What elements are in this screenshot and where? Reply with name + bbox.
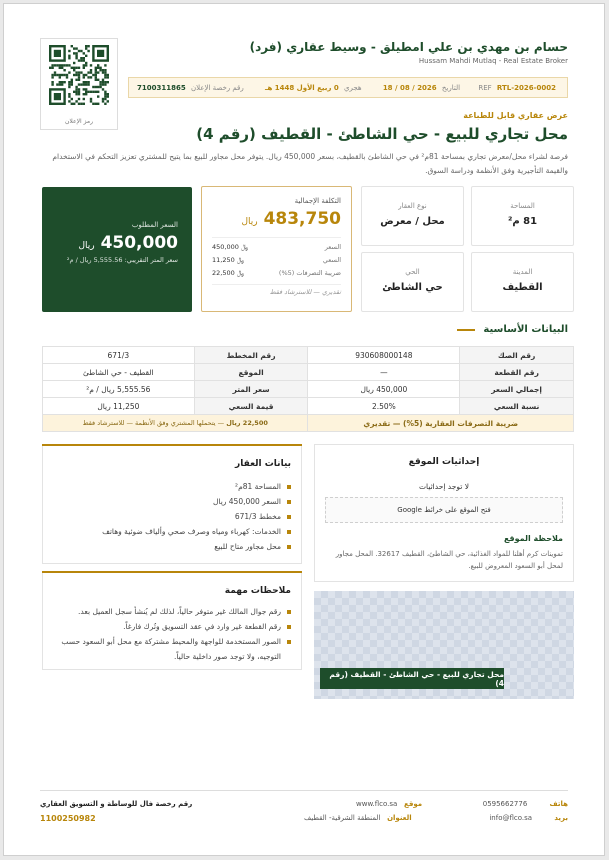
list-item: رقم القطعة غير وارد في عقد التسويق وتُرك فارغاً. xyxy=(53,619,291,634)
table-value: 11,250 ريال xyxy=(43,398,195,415)
basic-data-table xyxy=(42,346,574,432)
footer-phone xyxy=(483,800,568,808)
list-item: الصور المستخدمة للواجهة والمحيط مشتركة مع محل أبو السعود حسب التوجيه، ولا توجد صور داخلية حالياً. xyxy=(53,634,291,664)
location-panel xyxy=(314,444,574,582)
footer-address xyxy=(304,814,412,822)
hijri-value: 0 ربيع الأول 1448 هـ xyxy=(265,83,339,92)
cost-row-label: ضريبة التصرفات (5%) xyxy=(278,269,341,277)
table-value: 5,555.56 ريال / م² xyxy=(43,381,195,398)
open-google-maps-button[interactable]: فتح الموقع على خرائط Google xyxy=(325,497,563,523)
cost-row-value: 450,000 ﷼ xyxy=(212,243,249,251)
notes-panel xyxy=(42,571,302,670)
table-value: القطيف - حي الشاطئ xyxy=(43,364,195,381)
spec-type xyxy=(361,186,464,246)
eyebrow: عرض عقاري قابل للطباعة xyxy=(463,111,568,120)
spec-label: نوع العقار xyxy=(398,202,427,210)
table-key: رقم الصك xyxy=(460,347,574,364)
spec-value: 81 م² xyxy=(507,216,538,227)
table-value: 450,000 ريال xyxy=(308,381,460,398)
license-label: رقم رخصة الإعلان xyxy=(190,83,244,92)
tax-note: — يتحملها المشتري وفق الأنظمة — للاسترشاد فقط xyxy=(82,419,225,427)
table-key: رقم المخطط xyxy=(194,347,308,364)
footer-email xyxy=(489,814,568,822)
basic-data-title: البيانات الأساسية xyxy=(483,324,568,335)
table-key: قيمة السعي xyxy=(194,398,308,415)
fal-license-label: رقم رخصة فال للوساطة و التسويق العقاري xyxy=(40,800,193,808)
list-item: السعر 450,000 ريال xyxy=(53,494,291,509)
meta-bar xyxy=(128,77,568,98)
notes-heading: ملاحظات مهمة xyxy=(224,586,291,596)
ref-value: RTL-2026-0002 xyxy=(496,83,556,92)
site-link[interactable]: www.flco.sa xyxy=(356,800,398,808)
spec-area xyxy=(471,186,574,246)
property-heading: بيانات العقار xyxy=(235,459,291,469)
asking-price-value xyxy=(42,233,178,253)
table-value: 930608000148 xyxy=(308,347,460,364)
cost-row-value: 11,250 ﷼ xyxy=(212,256,245,264)
table-row xyxy=(43,381,574,398)
ref-label: REF xyxy=(478,83,492,92)
location-note-heading: ملاحظة الموقع xyxy=(503,534,563,543)
address-label: العنوان xyxy=(387,814,412,822)
cost-row-value: 22,500 ﷼ xyxy=(212,269,245,277)
asking-price-number: 450,000 xyxy=(100,233,178,253)
total-cost-currency: ريال xyxy=(241,217,258,227)
basic-data-heading xyxy=(457,324,568,335)
no-coordinates-text: لا توجد إحداثيات xyxy=(418,482,470,491)
location-note-text: تموينات كرم أهلنا للمواد الغذائية، حي الشاطئ، القطيف 32617. المحل مجاور لمحل أبو السعود المعروض للبيع. xyxy=(335,550,563,570)
tax-label: ضريبة التصرفات العقارية (5%) — تقديري xyxy=(308,415,574,432)
spec-label: المدينة xyxy=(512,268,533,276)
site-label: موقع xyxy=(404,800,423,808)
image-caption: محل تجاري للبيع - حي الشاطئ - القطيف (رقم 4) xyxy=(320,668,504,689)
total-cost-number: 483,750 xyxy=(263,209,341,229)
hijri-group xyxy=(262,84,362,92)
list-item: مخطط 671/3 xyxy=(53,509,291,524)
license-group xyxy=(137,84,244,92)
location-heading: إحداثيات الموقع xyxy=(408,457,480,467)
table-row xyxy=(43,364,574,381)
footer-site xyxy=(356,800,422,808)
date-group xyxy=(380,84,460,92)
heading-accent xyxy=(457,329,475,331)
tax-value-cell xyxy=(43,415,308,432)
qr-code xyxy=(40,38,118,130)
spec-label: الحي xyxy=(405,268,420,276)
property-list xyxy=(53,479,291,554)
list-item: المساحة 81م² xyxy=(53,479,291,494)
table-key: نسبة السعي xyxy=(460,398,574,415)
phone-label: هاتف xyxy=(549,800,568,808)
date-value: 2026 / 08 / 18 xyxy=(382,83,437,92)
license-value: 7100311865 xyxy=(137,83,186,92)
total-cost-label: التكلفة الإجمالية xyxy=(294,197,341,205)
cost-row-label: السعر xyxy=(324,243,341,251)
asking-price-label: السعر المطلوب xyxy=(131,221,178,229)
table-row xyxy=(43,347,574,364)
spec-city xyxy=(471,252,574,312)
tax-value: 22,500 ريال xyxy=(226,419,268,427)
spec-district xyxy=(361,252,464,312)
table-value: 2.50% xyxy=(308,398,460,415)
list-item: الخدمات: كهرباء ومياه وصرف صحي وألياف ضوئية وهاتف xyxy=(53,524,291,539)
spec-value: القطيف xyxy=(502,282,543,293)
cost-row xyxy=(212,241,341,254)
cost-row xyxy=(212,254,341,267)
total-cost-value xyxy=(212,209,341,229)
table-value: 671/3 xyxy=(43,347,195,364)
notes-list xyxy=(53,604,291,664)
table-key: الموقع xyxy=(194,364,308,381)
qr-caption: رمز الإعلان xyxy=(65,118,93,125)
ref-group xyxy=(478,84,559,92)
list-item: محل مجاور متاح للبيع xyxy=(53,539,291,554)
email-label: بريد xyxy=(554,814,568,822)
page-title: محل تجاري للبيع - حي الشاطئ - القطيف (رقم 4) xyxy=(196,125,568,143)
estimate-note: تقديري — للاسترشاد فقط xyxy=(212,284,341,296)
phone-value[interactable]: 0595662776 xyxy=(482,800,528,808)
address-value: المنطقة الشرقية- القطيف xyxy=(304,814,381,822)
cost-row-label: السعي xyxy=(322,256,341,264)
cost-breakdown xyxy=(212,237,341,280)
tax-row xyxy=(43,415,574,432)
hijri-label: هجري xyxy=(343,83,362,92)
price-per-meter: سعر المتر التقريبي: 5,555.56 ريال / م² xyxy=(66,256,178,264)
document-page xyxy=(3,3,605,856)
panel-accent xyxy=(42,571,302,573)
email-link[interactable]: info@flco.sa xyxy=(489,814,533,822)
table-value: — xyxy=(308,364,460,381)
spec-label: المساحة xyxy=(510,202,535,210)
spec-value: محل / معرض xyxy=(380,216,445,227)
lead-paragraph: فرصة لشراء محل/معرض تجاري بمساحة 81م² في حي الشاطئ بالقطيف، بسعر 450,000 ريال. يتوفر محل مجاور للبيع بما يتيح للمشتري تعزيز التحكم في الاستخدام والقيمة التأجيرية وفق الأنظمة ودراسة السوق. xyxy=(52,152,568,175)
qr-code-icon xyxy=(49,45,109,105)
table-key: إجمالي السعر xyxy=(460,381,574,398)
date-label: التاريخ xyxy=(441,83,461,92)
fal-license-value: 1100250982 xyxy=(40,814,96,823)
list-item: رقم جوال المالك غير متوفر حالياً، لذلك لم يُنشأ سجل العميل بعد. xyxy=(53,604,291,619)
spec-value: حي الشاطئ xyxy=(382,282,443,293)
table-key: رقم القطعة xyxy=(460,364,574,381)
table-key: سعر المتر xyxy=(194,381,308,398)
asking-price-currency: ريال xyxy=(78,241,95,251)
broker-name-en: Hussam Mahdi Mutlaq - Real Estate Broker xyxy=(418,57,568,65)
property-panel xyxy=(42,444,302,564)
broker-name: حسام بن مهدي بن علي امطيلق - وسيط عقاري (فرد) xyxy=(249,40,568,54)
cost-row xyxy=(212,267,341,280)
table-row xyxy=(43,398,574,415)
total-cost-card xyxy=(201,186,352,312)
footer-divider xyxy=(40,790,568,791)
asking-price-card xyxy=(42,187,192,312)
panel-accent xyxy=(42,444,302,446)
